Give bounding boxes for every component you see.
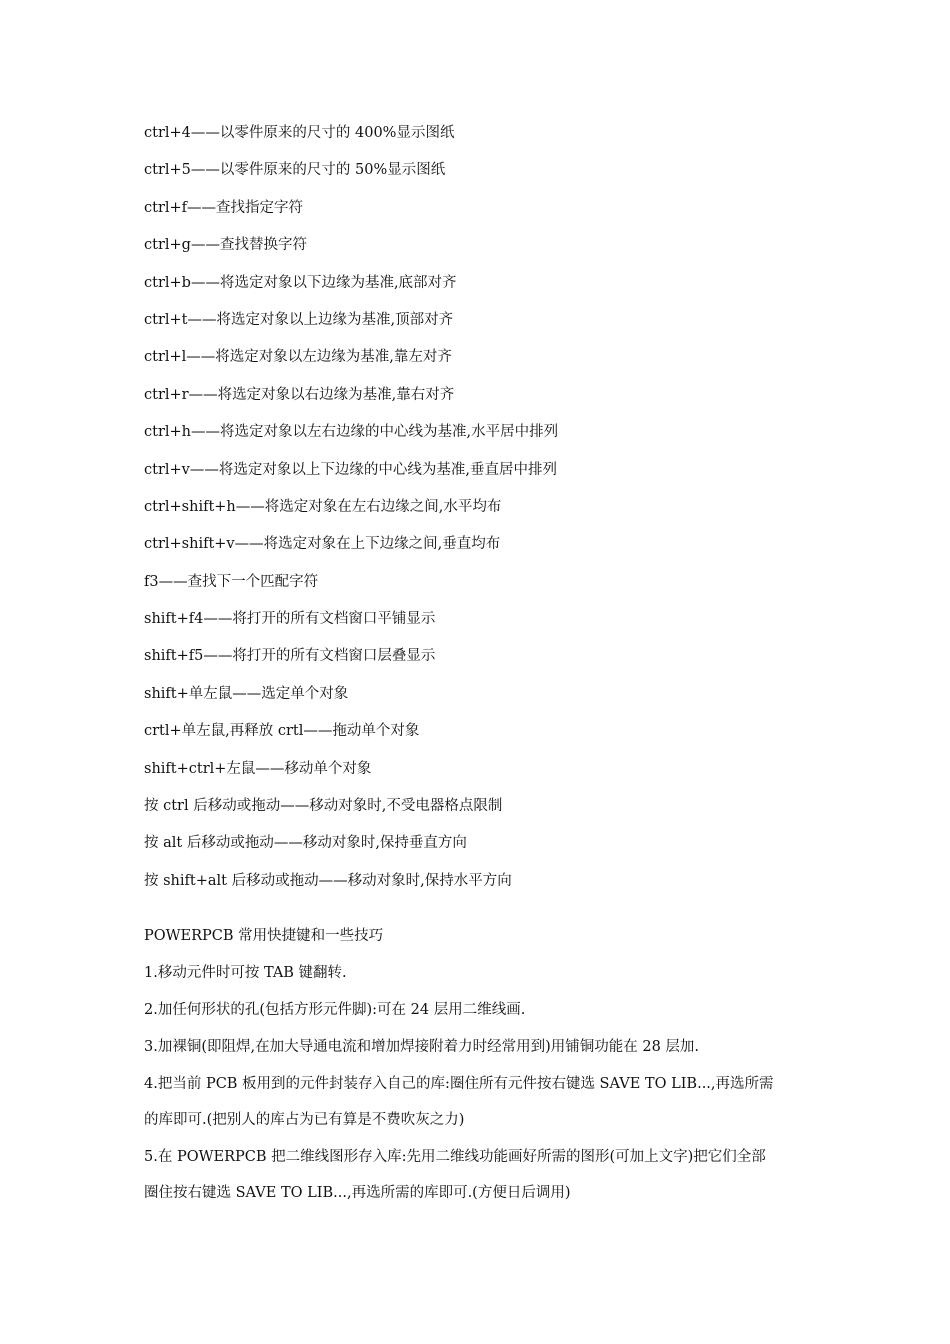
tip-line: 1.移动元件时可按 TAB 键翻转. — [144, 965, 347, 982]
shortcut-shift-f4: shift+f4——将打开的所有文档窗口平铺显示 — [144, 611, 436, 628]
tip-line: 的库即可.(把别人的库占为已有算是不费吹灰之力) — [144, 1112, 465, 1129]
shortcut-f3: f3——查找下一个匹配字符 — [144, 573, 319, 590]
shortcut-ctrl-5: ctrl+5——以零件原来的尺寸的 50%显示图纸 — [144, 162, 446, 179]
shortcut-ctrl-4: ctrl+4——以零件原来的尺寸的 400%显示图纸 — [144, 125, 455, 141]
tip-item-2 — [144, 1000, 824, 1020]
shortcut-list — [144, 123, 824, 891]
tip-item-1 — [144, 963, 824, 983]
shortcut-alt-drag: 按 alt 后移动或拖动——移动对象时,保持垂直方向 — [144, 835, 467, 852]
shortcut-ctrl-shift-v: ctrl+shift+v——将选定对象在上下边缘之间,垂直均布 — [144, 536, 501, 553]
section-heading: POWERPCB 常用快捷键和一些技巧 — [144, 928, 384, 945]
tip-line: 2.加任何形状的孔(包括方形元件脚):可在 24 层用二维线画. — [144, 1002, 526, 1019]
tip-line: 4.把当前 PCB 板用到的元件封装存入自己的库:圈住所有元件按右键选 SAVE TO LIB...,再选所需 — [144, 1076, 774, 1093]
shortcut-ctrl-h: ctrl+h——将选定对象以左右边缘的中心线为基准,水平居中排列 — [144, 424, 559, 441]
shortcut-ctrl-r: ctrl+r——将选定对象以右边缘为基准,靠右对齐 — [144, 386, 455, 403]
shortcut-ctrl-drag: 按 ctrl 后移动或拖动——移动对象时,不受电器格点限制 — [144, 798, 503, 815]
shortcut-shift-alt-drag: 按 shift+alt 后移动或拖动——移动对象时,保持水平方向 — [144, 872, 512, 889]
shortcut-ctrl-g: ctrl+g——查找替换字符 — [144, 237, 307, 254]
powerpcb-section — [144, 926, 824, 1203]
tip-line: 3.加裸铜(即阻焊,在加大导通电流和增加焊接附着力时经常用到)用铺铜功能在 28 层加. — [144, 1039, 700, 1056]
section-spacer — [144, 908, 824, 926]
tip-item-5 — [144, 1147, 824, 1203]
shortcut-ctrl-b: ctrl+b——将选定对象以下边缘为基准,底部对齐 — [144, 274, 457, 291]
shortcut-ctrl-v: ctrl+v——将选定对象以上下边缘的中心线为基准,垂直居中排列 — [144, 461, 557, 478]
shortcut-shift-f5: shift+f5——将打开的所有文档窗口层叠显示 — [144, 648, 436, 665]
shortcut-crtl-left-mouse: crtl+单左鼠,再释放 crtl——拖动单个对象 — [144, 723, 420, 740]
shortcut-ctrl-f: ctrl+f——查找指定字符 — [144, 199, 304, 216]
shortcut-ctrl-l: ctrl+l——将选定对象以左边缘为基准,靠左对齐 — [144, 349, 452, 366]
tip-item-3 — [144, 1037, 824, 1057]
shortcut-shift-left-mouse: shift+单左鼠——选定单个对象 — [144, 685, 349, 702]
shortcut-shift-ctrl-left-mouse: shift+ctrl+左鼠——移动单个对象 — [144, 760, 372, 777]
tip-line: 圈住按右键选 SAVE TO LIB...,再选所需的库即可.(方便日后调用) — [144, 1185, 571, 1202]
tip-item-4 — [144, 1074, 824, 1130]
document-body — [144, 123, 824, 1220]
shortcut-ctrl-t: ctrl+t——将选定对象以上边缘为基准,顶部对齐 — [144, 311, 454, 328]
tip-line: 5.在 POWERPCB 把二维线图形存入库:先用二维线功能画好所需的图形(可加上文字)把它们全部 — [144, 1149, 766, 1166]
shortcut-ctrl-shift-h: ctrl+shift+h——将选定对象在左右边缘之间,水平均布 — [144, 498, 502, 515]
